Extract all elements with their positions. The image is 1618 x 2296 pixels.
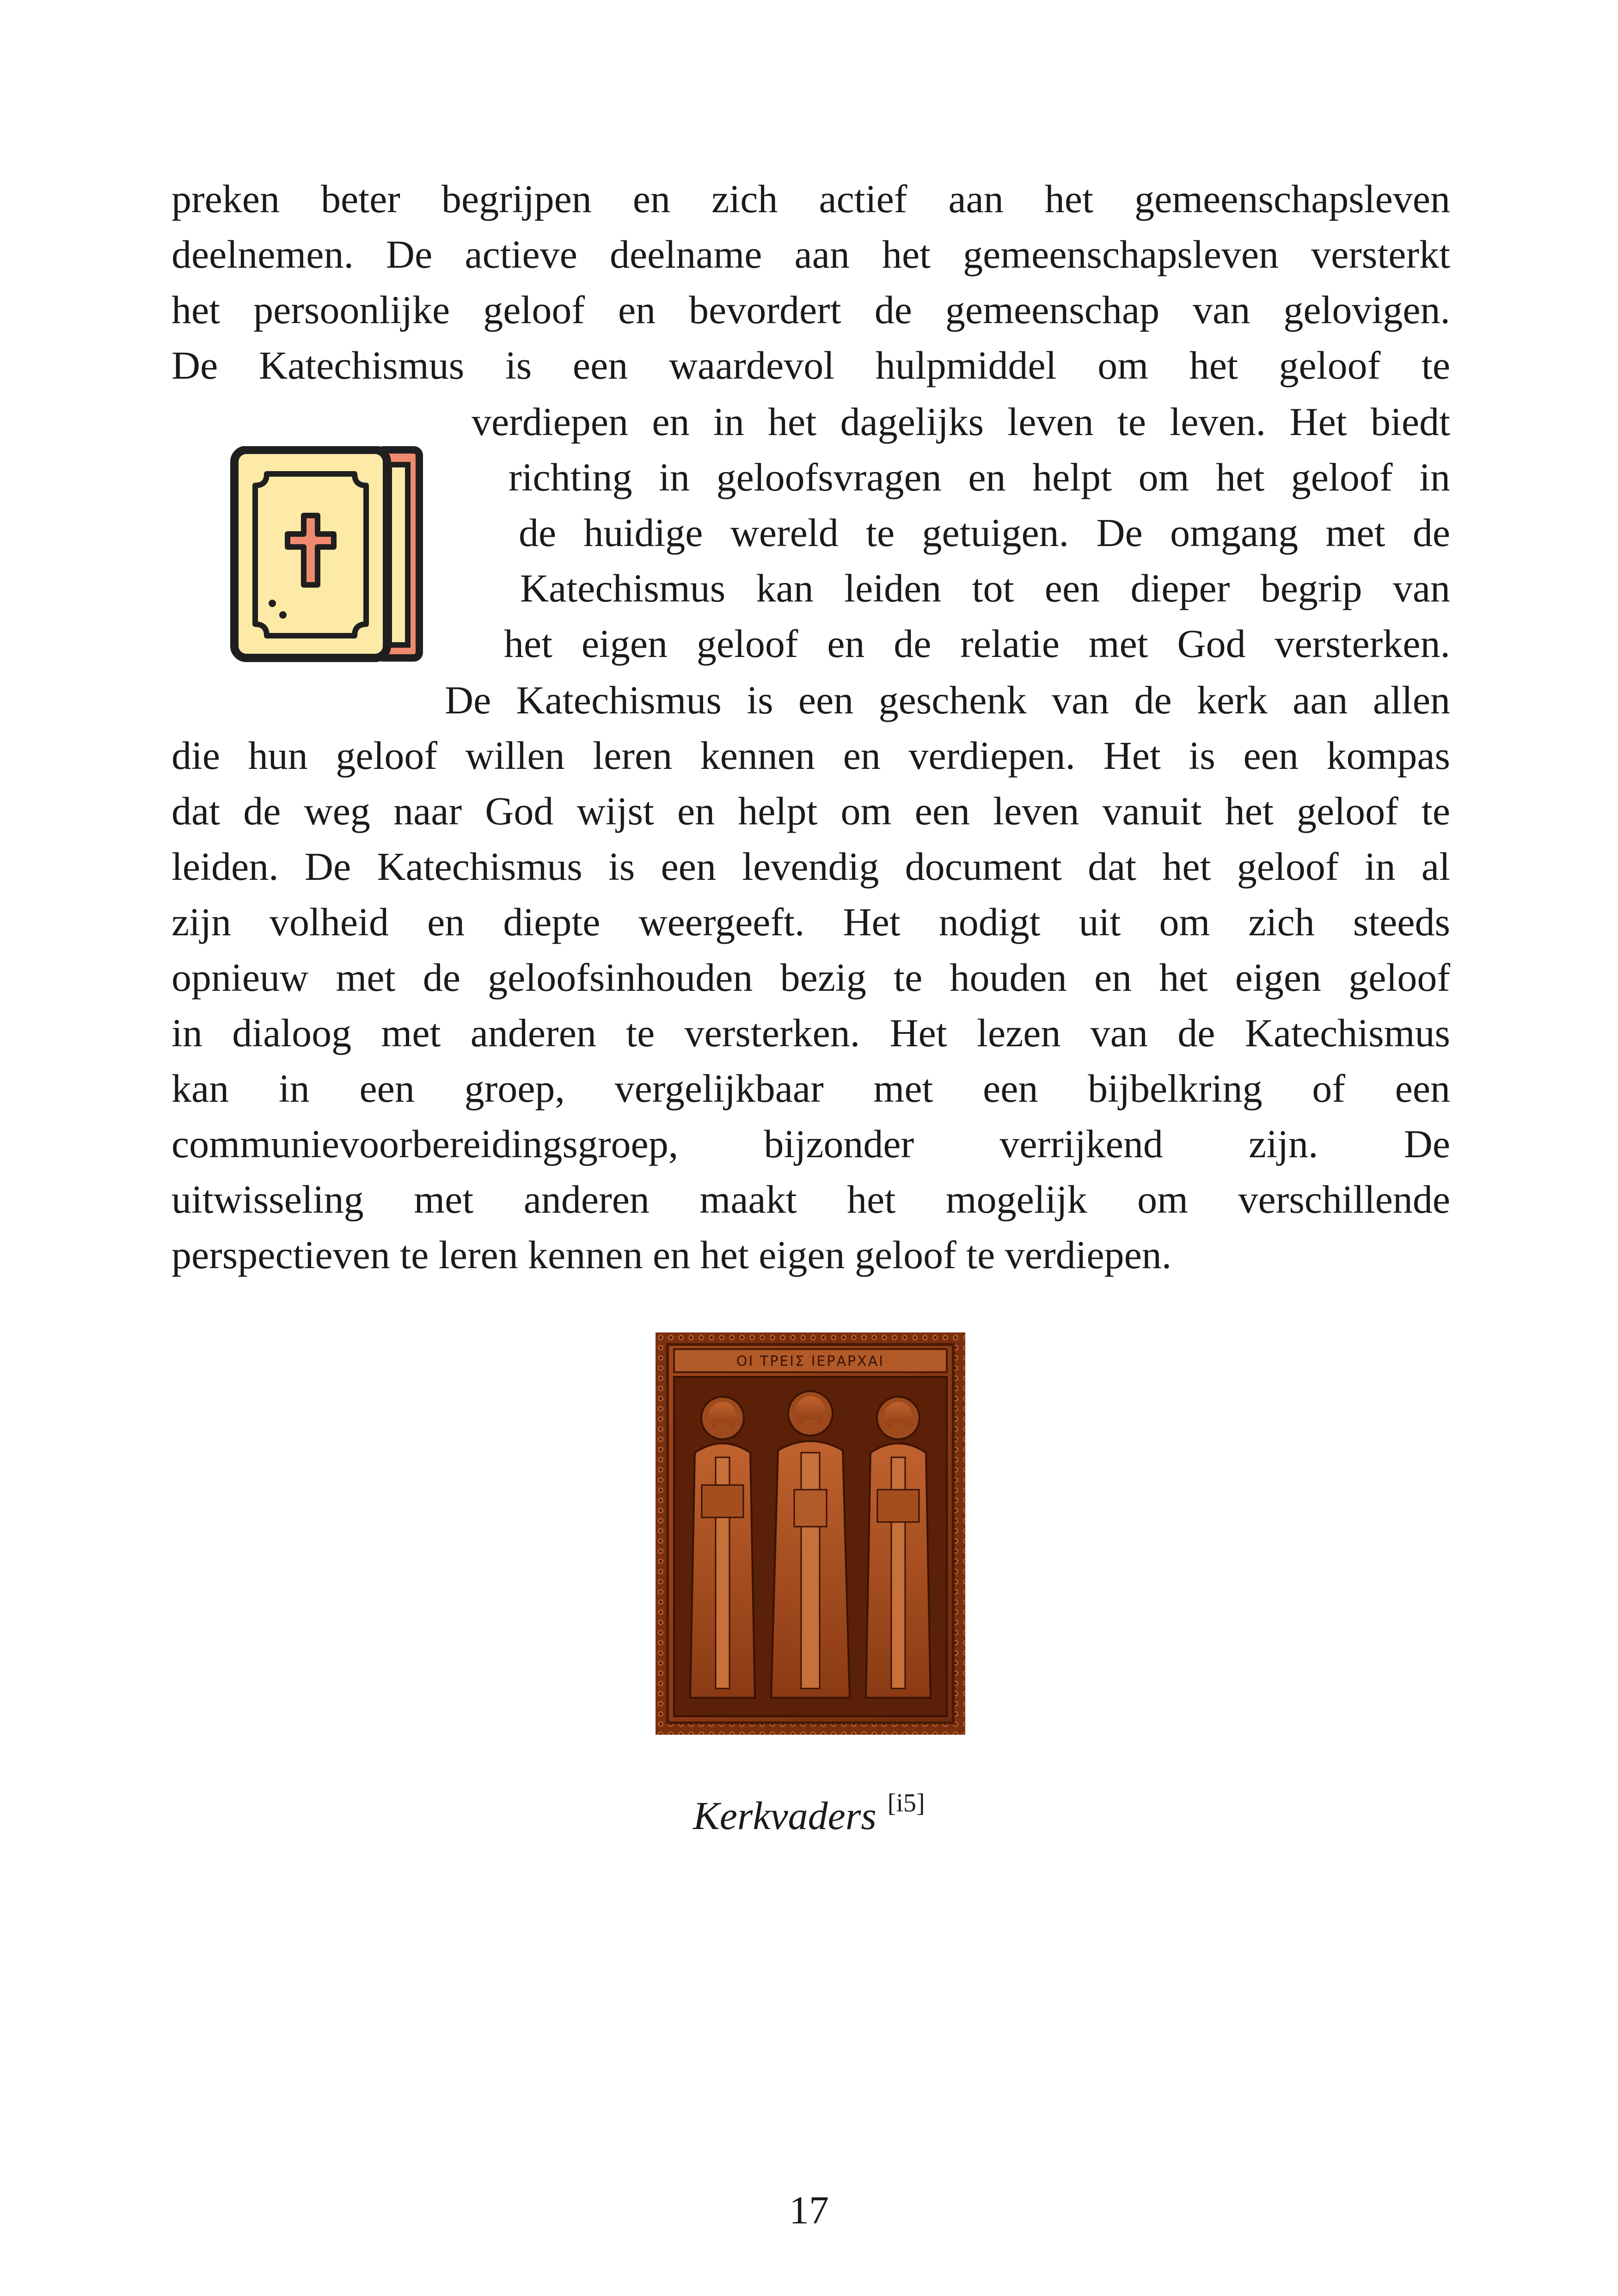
text-line: het eigen geloof en de relatie met God versterken. <box>504 621 1450 666</box>
caption-reference: [i5] <box>887 1789 925 1817</box>
text-line: in dialoog met anderen te versterken. Het lezen van de Katechismus <box>172 1011 1450 1055</box>
text-line: opnieuw met de geloofsinhouden bezig te houden en het eigen geloof <box>172 955 1450 1000</box>
text-line: deelnemen. De actieve deelname aan het gemeenschapsleven versterkt <box>172 232 1450 276</box>
text-line: De Katechismus is een waardevol hulpmiddel om het geloof te <box>172 343 1450 387</box>
figure-caption <box>0 1780 1618 1839</box>
text-line: leiden. De Katechismus is een levendig document dat het geloof in al <box>172 844 1450 889</box>
text-line: de huidige wereld te getuigen. De omgang met de <box>519 510 1450 555</box>
text-line: De Katechismus is een geschenk van de kerk aan allen <box>445 678 1450 722</box>
text-line: dat de weg naar God wijst en helpt om een leven vanuit het geloof te <box>172 789 1450 833</box>
text-line: richting in geloofsvragen en helpt om het geloof in <box>509 455 1450 499</box>
icon-inscription: ΟΙ ΤΡΕΙΣ ΙΕΡΑΡΧΑΙ <box>736 1353 885 1369</box>
bible-book-icon <box>230 446 426 663</box>
text-line: die hun geloof willen leren kennen en verdiepen. Het is een kompas <box>172 733 1450 778</box>
text-line: communievoorbereidingsgroep, bijzonder verrijkend zijn. De <box>172 1122 1450 1166</box>
church-fathers-image <box>656 1332 965 1735</box>
page-number: 17 <box>789 2188 829 2232</box>
text-line: kan in een groep, vergelijkbaar met een bijbelkring of een <box>172 1066 1450 1111</box>
carved-relief-icon <box>656 1332 965 1735</box>
text-line: zijn volheid en diepte weergeeft. Het nodigt uit om zich steeds <box>172 900 1450 944</box>
text-line: perspectieven te leren kennen en het eigen geloof te verdiepen. <box>172 1233 1172 1277</box>
text-line: Katechismus kan leiden tot een dieper begrip van <box>520 566 1450 610</box>
text-line: uitwisseling met anderen maakt het mogelijk om verschillende <box>172 1177 1450 1222</box>
text-line: het persoonlijke geloof en bevordert de gemeenschap van gelovigen. <box>172 288 1450 332</box>
text-line: verdiepen en in het dagelijks leven te leven. Het biedt <box>472 399 1450 444</box>
caption-text: Kerkvaders <box>693 1793 876 1838</box>
text-line: preken beter begrijpen en zich actief aan het gemeenschapsleven <box>172 177 1450 221</box>
